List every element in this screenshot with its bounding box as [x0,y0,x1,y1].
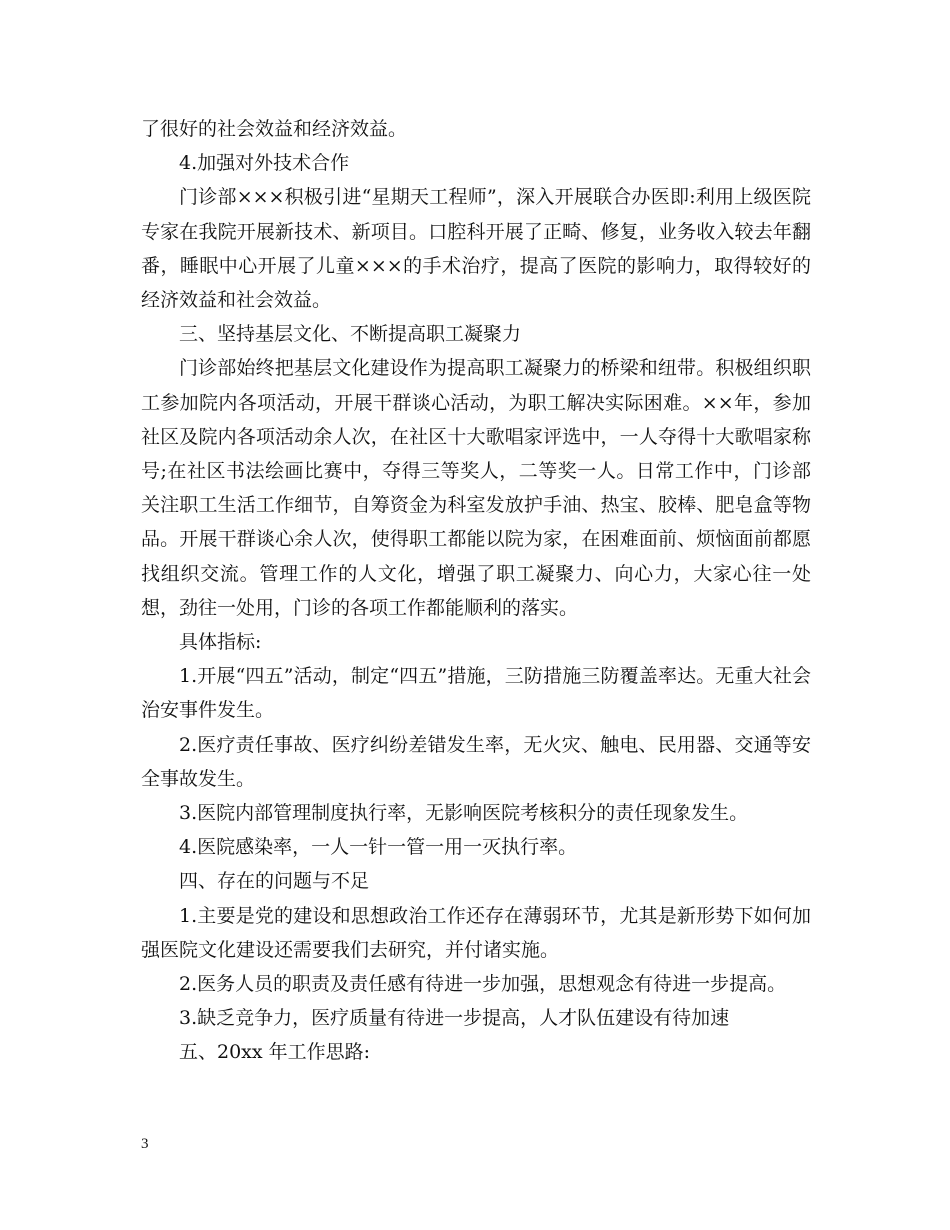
section-heading: 三、坚持基层文化、不断提高职工凝聚力 [179,323,522,346]
section-heading: 四、存在的问题与不足 [179,870,370,893]
list-item: 4.医院感染率，一人一针一管一用一灭执行率。 [179,836,578,859]
paragraph: 了很好的社会效益和经济效益。 [141,118,408,140]
subsection-heading: 具体指标: [179,631,262,654]
list-item: 2.医疗责任事故、医疗纠纷差错发生率，无火灾、触电、民用器、交通等安全事故发生。 [141,733,811,790]
paragraph: 门诊部×××积极引进“星期天工程师”，深入开展联合办医即:利用上级医院专家在我院开展新技术、新项目。口腔科开展了正畸、修复，业务收入较去年翻番，睡眠中心开展了儿童×××的手术治疗，提高了医院的影响力，取得较好的经济效益和社会效益。 [141,186,811,312]
list-item: 3.医院内部管理制度执行率，无影响医院考核积分的责任现象发生。 [179,802,749,825]
list-item: 3.缺乏竞争力，医疗质量有待进一步提高，人才队伍建设有待加速 [179,1007,730,1030]
list-item: 1.主要是党的建设和思想政治工作还存在薄弱环节，尤其是新形势下如何加强医院文化建设还需要我们去研究，并付诸实施。 [141,904,811,961]
list-item: 1.开展“四五”活动，制定“四五”措施，三防措施三防覆盖率达。无重大社会治安事件发生。 [141,665,811,722]
subsection-heading: 4.加强对外技术合作 [179,152,350,175]
section-heading: 五、20xx 年工作思路: [179,1041,371,1064]
page-number: 3 [141,1136,149,1152]
list-item: 2.医务人员的职责及责任感有待进一步加强，思想观念有待进一步提高。 [179,973,787,996]
paragraph: 门诊部始终把基层文化建设作为提高职工凝聚力的桥梁和纽带。积极组织职工参加院内各项活动，开展干群谈心活动，为职工解决实际困难。××年，参加社区及院内各项活动余人次，在社区十大歌唱家评选中，一人夺得十大歌唱家称号;在社区书法绘画比赛中，夺得三等奖人，二等奖一人。日常工作中，门诊部关注职工生活工作细节，自筹资金为科室发放护手油、热宝、胶棒、肥皂盒等物品。开展干群谈心余人次，使得职工都能以院为家，在困难面前、烦恼面前都愿找组织交流。管理工作的人文化，增强了职工凝聚力、向心力，大家心往一处想，劲往一处用，门诊的各项工作都能顺利的落实。 [141,357,811,619]
document-body [141,112,811,1070]
